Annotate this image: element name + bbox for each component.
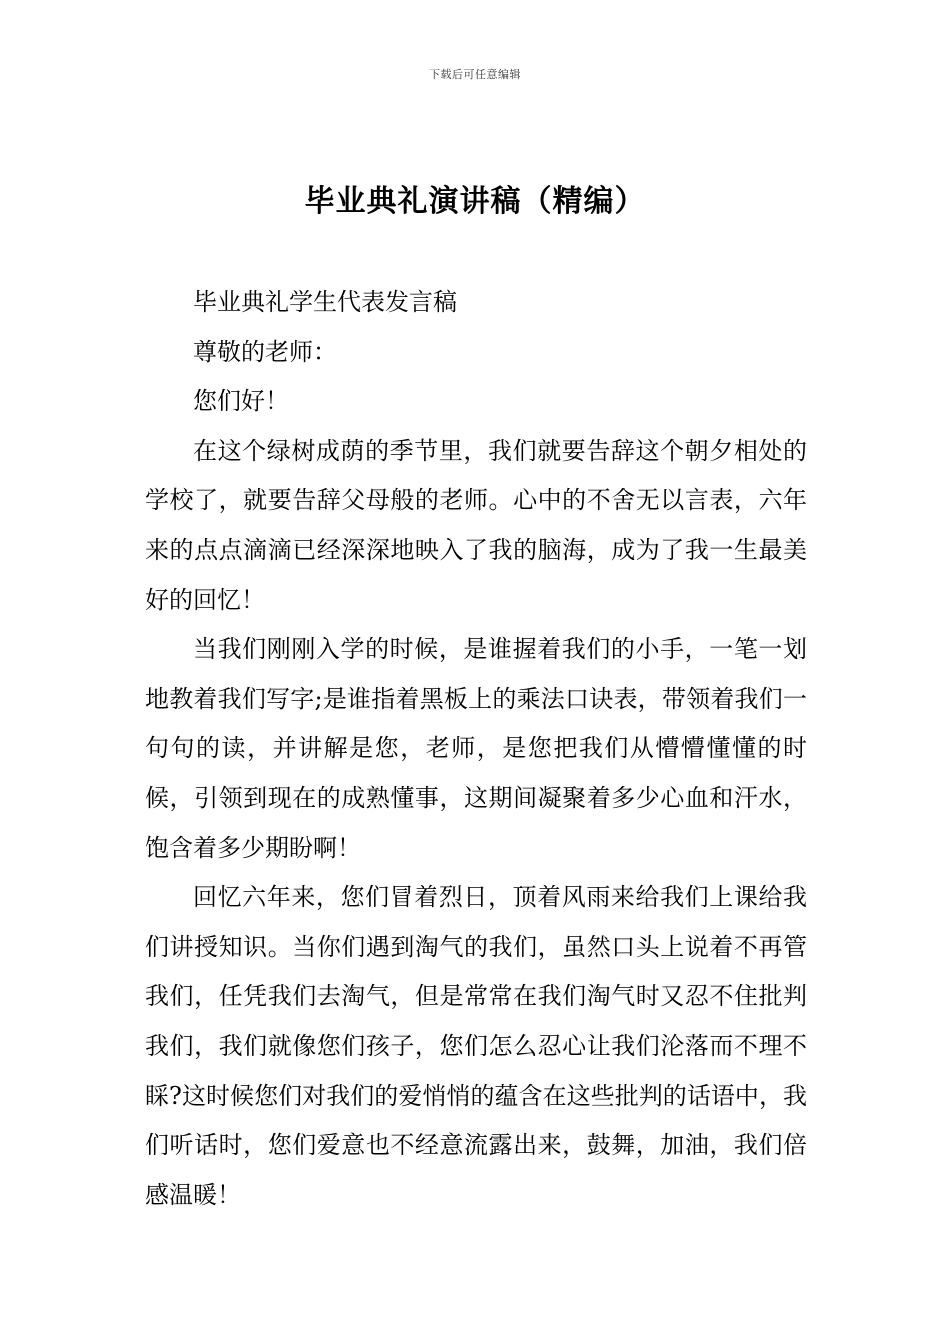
- paragraph-body-3: 回忆六年来，您们冒着烈日，顶着风雨来给我们上课给我们讲授知识。当你们遇到淘气的我们，虽然口头上说着不再管我们，任凭我们去淘气，但是常常在我们淘气时又忍不住批判我们，我们就像您们孩子，您们怎么忍心让我们沦落而不理不睬?这时候您们对我们的爱悄悄的蕴含在这些批判的话语中，我们听话时，您们爱意也不经意流露出来，鼓舞，加油，我们倍感温暖！: [145, 883, 807, 1209]
- header-note: 下载后可任意编辑: [429, 68, 521, 81]
- paragraph-salutation: 尊敬的老师：: [193, 337, 337, 366]
- paragraph-greeting: 您们好！: [193, 387, 289, 416]
- document-body: [145, 278, 807, 1220]
- document-title: 毕业典礼演讲稿（精编）: [304, 184, 646, 219]
- paragraph-body-2: 当我们刚刚入学的时候，是谁握着我们的小手，一笔一划地教着我们写字;是谁指着黑板上的乘法口诀表，带领着我们一句句的读，并讲解是您，老师，是您把我们从懵懵懂懂的时候，引领到现在的成熟懂事，这期间凝聚着多少心血和汗水，饱含着多少期盼啊！: [145, 635, 807, 862]
- paragraph-subtitle: 毕业典礼学生代表发言稿: [193, 288, 457, 316]
- paragraph-body-1: 在这个绿树成荫的季节里，我们就要告辞这个朝夕相处的学校了，就要告辞父母般的老师。心中的不舍无以言表，六年来的点点滴滴已经深深地映入了我的脑海，成为了我一生最美好的回忆！: [145, 436, 807, 614]
